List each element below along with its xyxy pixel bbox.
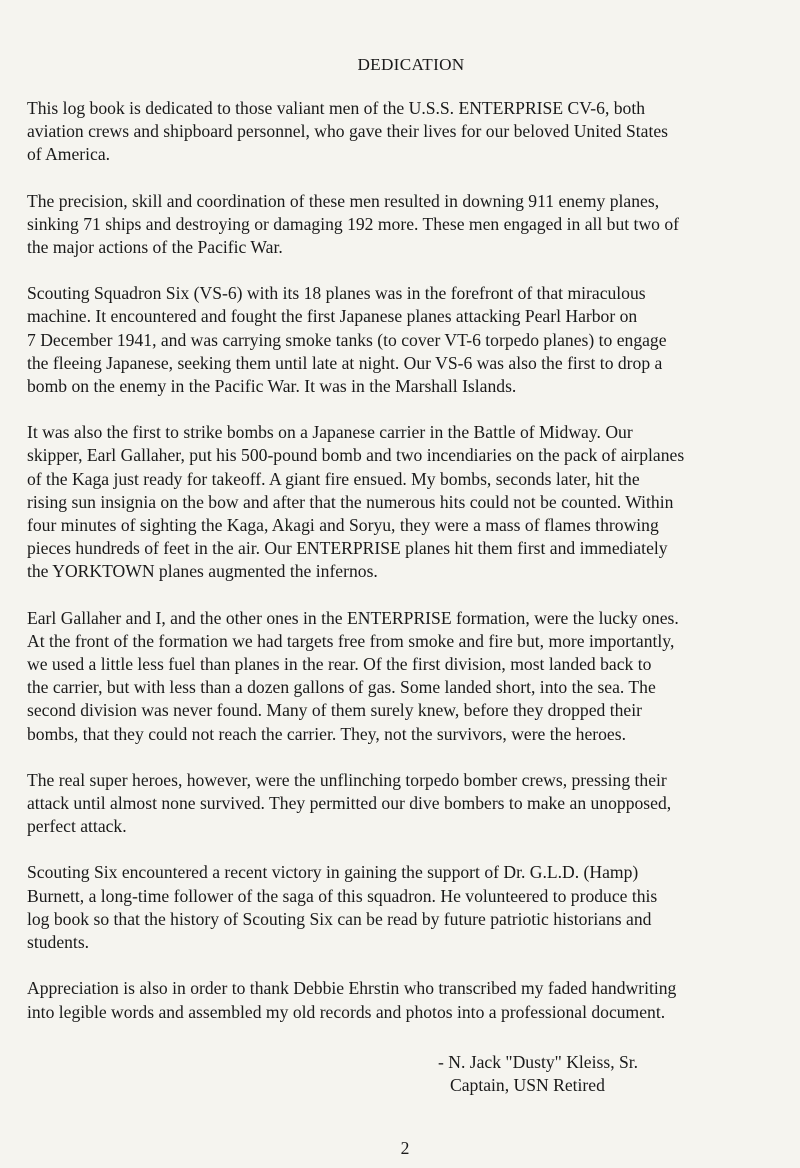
text-line: of America. (27, 144, 111, 165)
text-line: rising sun insignia on the bow and after that the numerous hits could not be counted. Within (27, 491, 674, 512)
text-line: pieces hundreds of feet in the air. Our ENTERPRISE planes hit them first and immediately (27, 538, 668, 559)
paragraph-4 (27, 421, 800, 583)
text-line: Appreciation is also in order to thank Debbie Ehrstin who transcribed my faded handwriting (27, 978, 677, 999)
text-line: aviation crews and shipboard personnel, who gave their lives for our beloved United States (27, 121, 669, 142)
paragraph-6 (27, 769, 800, 839)
text-line: Burnett, a long-time follower of the saga of this squadron. He volunteered to produce this (27, 885, 658, 906)
text-line: attack until almost none survived. They permitted our dive bombers to make an unopposed, (27, 793, 672, 814)
text-line: The precision, skill and coordination of these men resulted in downing 911 enemy planes, (27, 190, 660, 211)
paragraph-2 (27, 190, 800, 260)
text-line: Earl Gallaher and I, and the other ones in the ENTERPRISE formation, were the lucky ones. (27, 607, 679, 628)
text-line: students. (27, 932, 90, 953)
text-line: into legible words and assembled my old records and photos into a professional document. (27, 1001, 666, 1022)
text-line: four minutes of sighting the Kaga, Akagi and Soryu, they were a mass of flames throwing (27, 515, 659, 536)
paragraph-1 (27, 97, 800, 167)
text-line: machine. It encountered and fought the first Japanese planes attacking Pearl Harbor on (27, 306, 638, 327)
text-line: Scouting Six encountered a recent victory in gaining the support of Dr. G.L.D. (Hamp) (27, 862, 639, 883)
text-line: At the front of the formation we had targets free from smoke and fire but, more importantly, (27, 630, 675, 651)
paragraph-8 (27, 977, 800, 1023)
text-line: we used a little less fuel than planes in the rear. Of the first division, most landed back to (27, 654, 652, 675)
paragraph-5 (27, 607, 800, 746)
signature-name: - N. Jack "Dusty" Kleiss, Sr. (438, 1052, 639, 1072)
text-line: Scouting Squadron Six (VS-6) with its 18 planes was in the forefront of that miraculous (27, 283, 646, 304)
dedication-body (27, 97, 800, 1047)
text-line: the major actions of the Pacific War. (27, 237, 283, 258)
text-line: skipper, Earl Gallaher, put his 500-pound bomb and two incendiaries on the pack of airplanes (27, 445, 685, 466)
text-line: the carrier, but with less than a dozen gallons of gas. Some landed short, into the sea. The (27, 677, 656, 698)
page-number: 2 (400, 1138, 410, 1158)
paragraph-7 (27, 861, 800, 954)
signature-block (438, 1051, 778, 1097)
text-line: bomb on the enemy in the Pacific War. It was in the Marshall Islands. (27, 376, 517, 397)
signature-rank: Captain, USN Retired (450, 1075, 605, 1096)
text-line: sinking 71 ships and destroying or damaging 192 more. These men engaged in all but two of (27, 213, 679, 234)
text-line: This log book is dedicated to those valiant men of the U.S.S. ENTERPRISE CV-6, both (27, 98, 646, 118)
paragraph-3 (27, 282, 800, 398)
text-line: It was also the first to strike bombs on a Japanese carrier in the Battle of Midway. Our (27, 422, 633, 443)
text-line: bombs, that they could not reach the carrier. They, not the survivors, were the heroes. (27, 723, 626, 744)
page-title: DEDICATION (357, 55, 465, 74)
text-line: perfect attack. (27, 816, 127, 837)
text-line: second division was never found. Many of them surely knew, before they dropped their (27, 700, 642, 721)
text-line: log book so that the history of Scouting Six can be read by future patriotic historians and (27, 908, 652, 929)
text-line: the fleeing Japanese, seeking them until late at night. Our VS-6 was also the first to drop a (27, 352, 663, 373)
text-line: the YORKTOWN planes augmented the infernos. (27, 561, 378, 582)
text-line: of the Kaga just ready for takeoff. A giant fire ensued. My bombs, seconds later, hit the (27, 468, 640, 489)
text-line: The real super heroes, however, were the unflinching torpedo bomber crews, pressing their (27, 769, 667, 790)
text-line: 7 December 1941, and was carrying smoke tanks (to cover VT-6 torpedo planes) to engage (27, 329, 667, 350)
